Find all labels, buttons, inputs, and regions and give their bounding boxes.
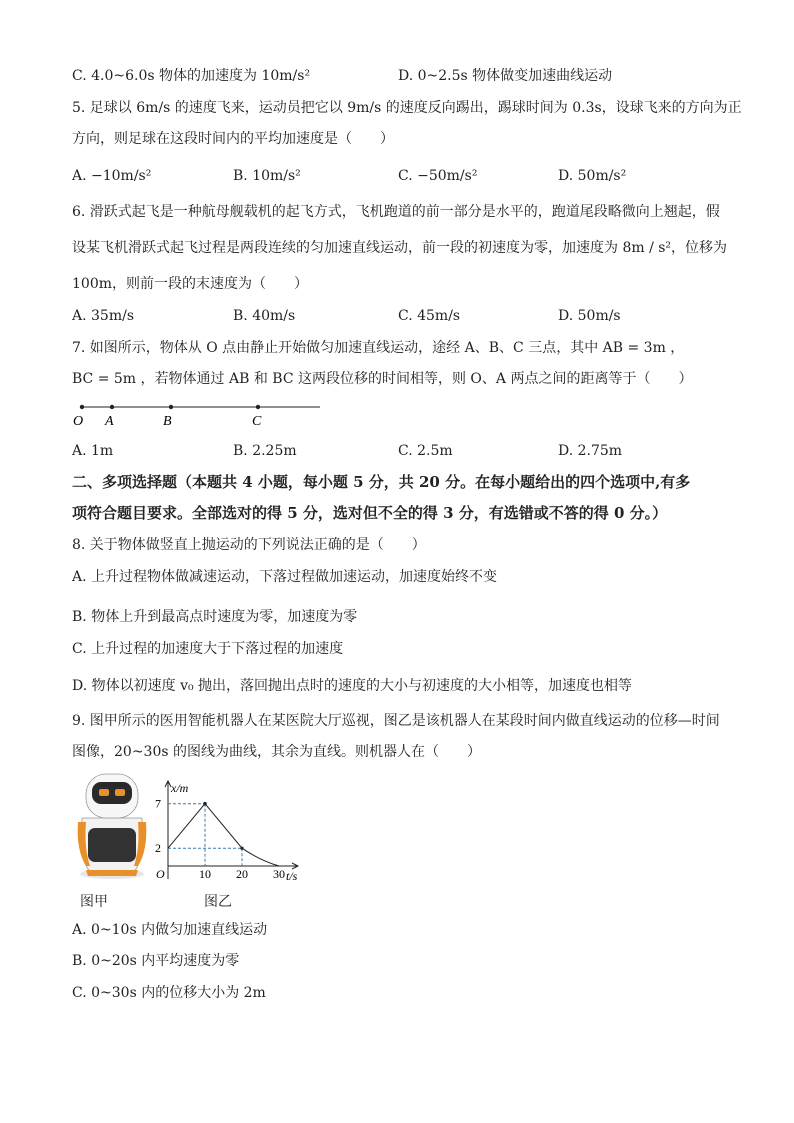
- xt-series-line: [168, 804, 279, 866]
- q7-stem-line2: BC = 5m ，若物体通过 AB 和 BC 这两段位移的时间相等，则 O、A 两点之间的距离等于（ ）: [72, 371, 693, 387]
- q6-option-c: C. 45m/s: [398, 308, 461, 324]
- robot-image: [72, 770, 152, 880]
- q9-option-a: A. 0~10s 内做匀加速直线运动: [72, 922, 268, 938]
- q6-option-d: D. 50m/s: [558, 308, 621, 324]
- q9-stem-line2: 图像，20~30s 的图线为曲线，其余为直线。则机器人在（ ）: [72, 744, 481, 760]
- xt-peak-point: [203, 802, 207, 806]
- q5-option-a: A. −10m/s²: [72, 168, 152, 184]
- q7-option-a: A. 1m: [72, 443, 114, 459]
- robot-left-eye: [99, 789, 109, 796]
- q6-stem-line1: 6. 滑跃式起飞是一种航母舰载机的起飞方式，飞机跑道的前一部分是水平的，跑道尾段略微向上翘起，假: [72, 204, 720, 220]
- figure-b-caption: 图乙: [204, 894, 232, 910]
- q7-point-o: [80, 405, 84, 409]
- q8-option-c: C. 上升过程的加速度大于下落过程的加速度: [72, 641, 344, 657]
- q7-stem-line1: 7. 如图所示，物体从 O 点由静止开始做匀加速直线运动，途经 A、B、C 三点，其中 AB = 3m ，: [72, 340, 685, 356]
- q5-stem-line2: 方向，则足球在这段时间内的平均加速度是（ ）: [72, 131, 394, 147]
- q7-point-c: [256, 405, 260, 409]
- q6-stem-line3: 100m，则前一段的末速度为（ ）: [72, 276, 308, 292]
- q7-label-b: B: [163, 414, 172, 429]
- q8-stem: 8. 关于物体做竖直上抛运动的下列说法正确的是（ ）: [72, 537, 426, 553]
- y-axis-label: x/m: [171, 781, 189, 795]
- x-tick-20: 20: [236, 867, 248, 881]
- q7-option-d: D. 2.75m: [558, 443, 623, 459]
- y-tick-2: 2: [155, 841, 161, 856]
- q7-option-b: B. 2.25m: [233, 443, 297, 459]
- q7-line-figure: [72, 396, 332, 432]
- q4-option-d: D. 0~2.5s 物体做变加速曲线运动: [398, 68, 613, 84]
- q7-label-a: A: [105, 414, 114, 429]
- q8-option-d: D. 物体以初速度 v₀ 抛出，落回抛出点时的速度的大小与初速度的大小相等，加速度也相等: [72, 678, 633, 694]
- robot-face-panel: [92, 782, 132, 804]
- x-tick-10: 10: [199, 867, 211, 881]
- section2-heading-line1: 二、多项选择题（本题共 4 小题，每小题 5 分，共 20 分。在每小题给出的四个选项中,有多: [72, 473, 691, 491]
- q6-stem-line2: 设某飞机滑跃式起飞过程是两段连续的匀加速直线运动，前一段的初速度为零，加速度为 8m / s²，位移为: [72, 240, 728, 256]
- robot-base: [86, 870, 138, 876]
- x-tick-30: 30: [273, 867, 285, 881]
- section2-heading-line2: 项符合题目要求。全部选对的得 5 分，选对但不全的得 3 分，有选错或不答的得 0 分。）: [72, 504, 668, 522]
- robot-front-screen: [88, 828, 136, 862]
- robot-right-eye: [115, 789, 125, 796]
- q9-option-c: C. 0~30s 内的位移大小为 2m: [72, 985, 266, 1001]
- q7-label-o: O: [73, 414, 84, 429]
- q7-label-c: C: [252, 414, 262, 429]
- q7-point-b: [169, 405, 173, 409]
- q6-option-a: A. 35m/s: [72, 308, 135, 324]
- q5-stem-line1: 5. 足球以 6m/s 的速度飞来，运动员把它以 9m/s 的速度反向踢出，踢球时间为 0.3s，设球飞来的方向为正: [72, 100, 742, 116]
- xt-t20-point: [240, 847, 243, 850]
- origin-label: O: [156, 867, 165, 881]
- x-axis-label: t/s: [286, 869, 298, 882]
- q5-option-c: C. −50m/s²: [398, 168, 478, 184]
- q9-stem-line1: 9. 图甲所示的医用智能机器人在某医院大厅巡视，图乙是该机器人在某段时间内做直线运动的位移—时间: [72, 713, 720, 729]
- q9-option-b: B. 0~20s 内平均速度为零: [72, 953, 240, 969]
- figure-a-caption: 图甲: [80, 894, 108, 910]
- q6-option-b: B. 40m/s: [233, 308, 296, 324]
- y-tick-7: 7: [155, 796, 161, 811]
- q7-point-a: [110, 405, 114, 409]
- q8-option-a: A. 上升过程物体做减速运动，下落过程做加速运动，加速度始终不变: [72, 569, 498, 585]
- q7-option-c: C. 2.5m: [398, 443, 453, 459]
- q5-option-d: D. 50m/s²: [558, 168, 627, 184]
- q4-option-c: C. 4.0~6.0s 物体的加速度为 10m/s²: [72, 68, 311, 84]
- xt-graph: [150, 778, 310, 882]
- q5-option-b: B. 10m/s²: [233, 168, 301, 184]
- q8-option-b: B. 物体上升到最高点时速度为零，加速度为零: [72, 609, 358, 625]
